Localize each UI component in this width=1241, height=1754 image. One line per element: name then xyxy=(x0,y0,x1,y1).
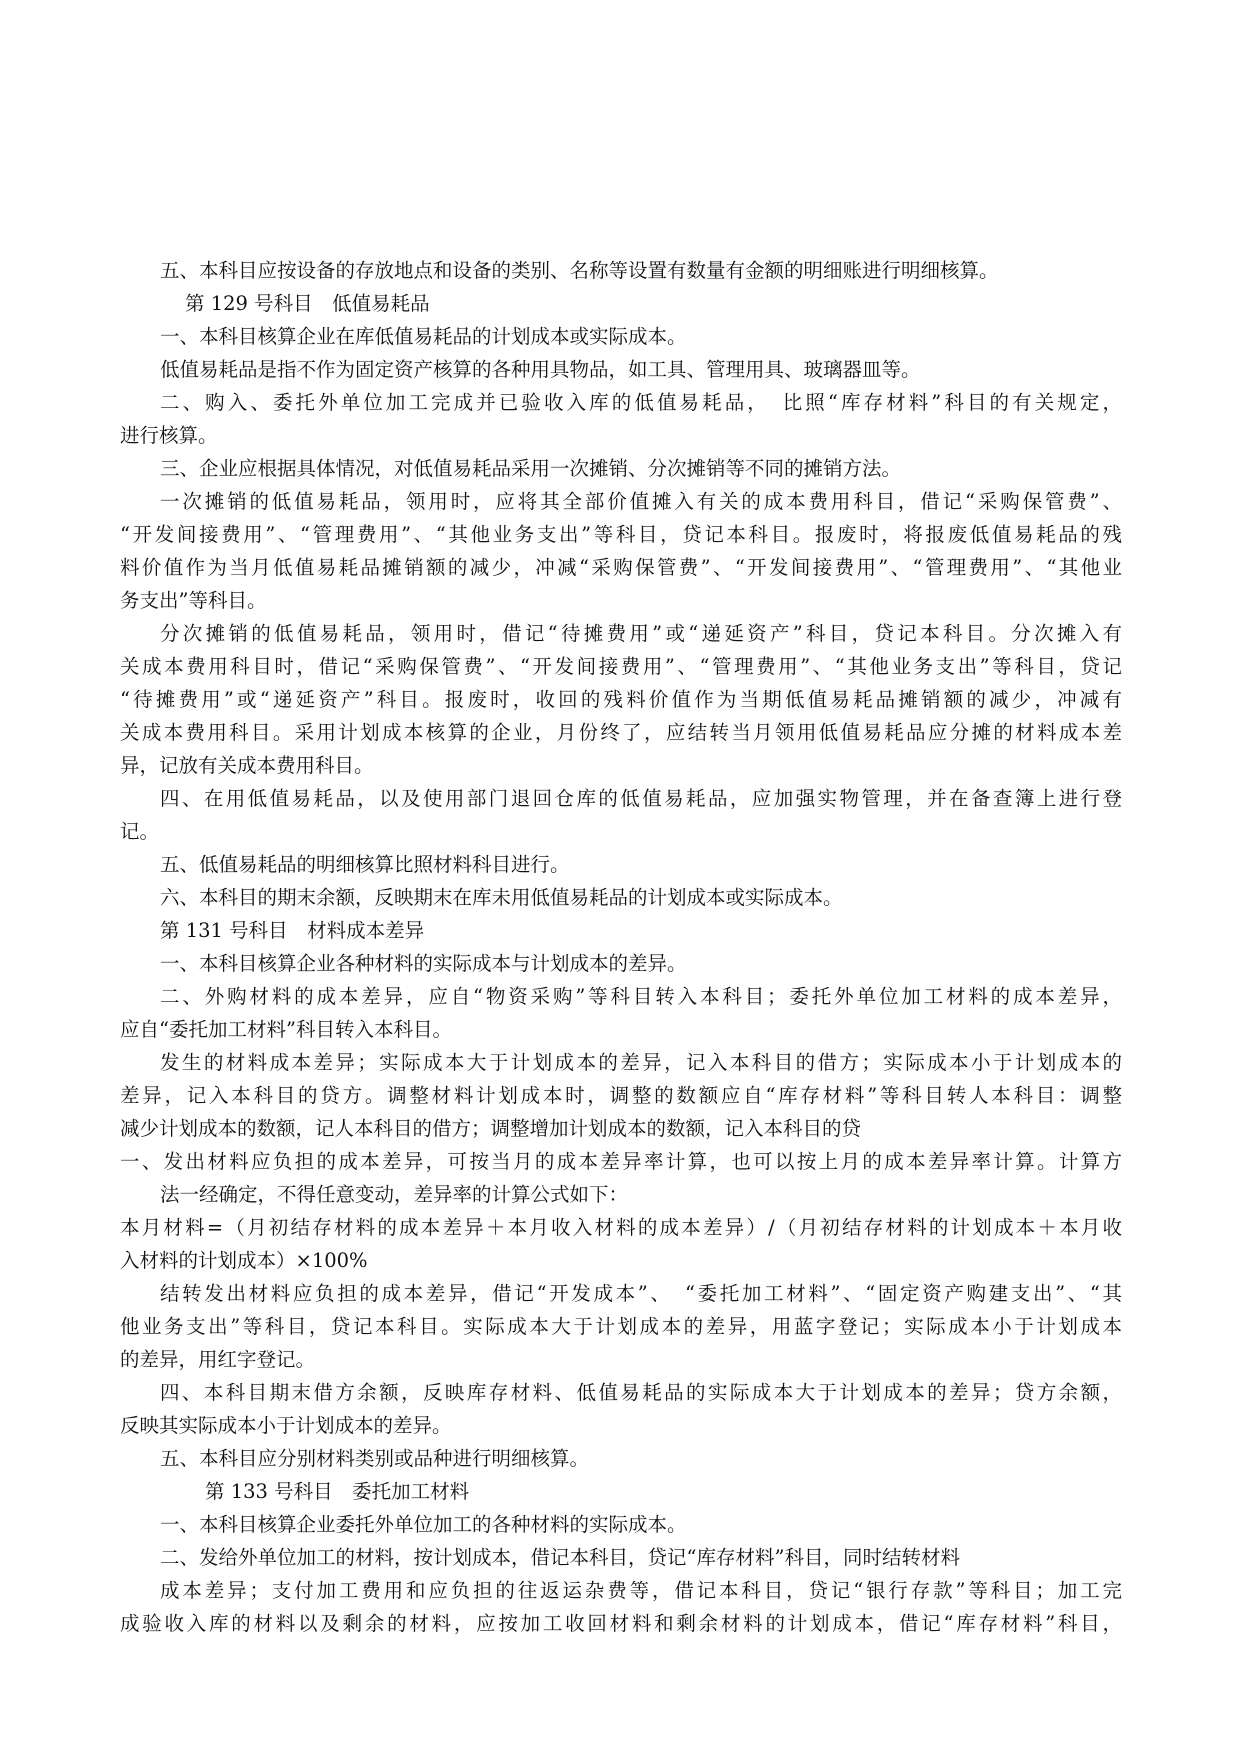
text-line: 六、本科目的期末余额，反映期末在库未用低值易耗品的计划成本或实际成本。 xyxy=(160,886,843,909)
text-line: 关成本费用科目。采用计划成本核算的企业，月份终了，应结转当月领用低值易耗品应分摊的材料成本差 xyxy=(120,721,1122,744)
text-line: 的差异，用红字登记。 xyxy=(120,1348,316,1371)
section-heading-129: 第 129 号科目 低值易耗品 xyxy=(185,292,430,315)
text-line: 四、在用低值易耗品，以及使用部门退回仓库的低值易耗品，应加强实物管理，并在备查簿上进行登 xyxy=(160,787,1122,810)
text-line: 三、企业应根据具体情况，对低值易耗品采用一次摊销、分次摊销等不同的摊销方法。 xyxy=(160,457,902,480)
text-line: 务支出”等科目。 xyxy=(120,589,267,612)
text-line: 一、本科目核算企业委托外单位加工的各种材料的实际成本。 xyxy=(160,1513,687,1536)
text-line: 差异，记入本科目的贷方。调整材料计划成本时，调整的数额应自“库存材料”等科目转人本科目：调整 xyxy=(120,1084,1122,1107)
formula-line: 入材料的计划成本）×100% xyxy=(120,1249,368,1272)
text-line: 一次摊销的低值易耗品，领用时，应将其全部价值摊入有关的成本费用科目，借记“采购保管费”、 xyxy=(160,490,1122,513)
text-line: 二、外购材料的成本差异，应自“物资采购”等科目转入本科目；委托外单位加工材料的成本差异， xyxy=(160,985,1122,1008)
text-line: 法一经确定，不得任意变动，差异率的计算公式如下： xyxy=(160,1183,629,1206)
text-line: 一、发出材料应负担的成本差异，可按当月的成本差异率计算，也可以按上月的成本差异率计算。计算方 xyxy=(120,1150,1122,1173)
text-line: 一、本科目核算企业各种材料的实际成本与计划成本的差异。 xyxy=(160,952,687,975)
text-line: 结转发出材料应负担的成本差异，借记“开发成本”、 “委托加工材料”、“固定资产购建支出”、“其 xyxy=(160,1282,1122,1305)
text-line: 异，记放有关成本费用科目。 xyxy=(120,754,374,777)
text-line: 成验收入库的材料以及剩余的材料，应按加工收回材料和剩余材料的计划成本，借记“库存材料”科目， xyxy=(120,1612,1122,1635)
text-line: 记。 xyxy=(120,820,160,843)
text-line: 一、本科目核算企业在库低值易耗品的计划成本或实际成本。 xyxy=(160,325,687,348)
text-line: 他业务支出”等科目，贷记本科目。实际成本大于计划成本的差异，用蓝字登记；实际成本小于计划成本 xyxy=(120,1315,1122,1338)
section-heading-131: 第 131 号科目 材料成本差异 xyxy=(160,919,425,942)
text-line: 关成本费用科目时，借记“采购保管费”、“开发间接费用”、“管理费用”、“其他业务支出”等科目，贷记 xyxy=(120,655,1122,678)
text-line: 分次摊销的低值易耗品，领用时，借记“待摊费用”或“递延资产”科目，贷记本科目。分次摊入有 xyxy=(160,622,1122,645)
text-line: 五、本科目应按设备的存放地点和设备的类别、名称等设置有数量有金额的明细账进行明细核算。 xyxy=(160,259,999,282)
text-line: 料价值作为当月低值易耗品摊销额的减少，冲减“采购保管费”、“开发间接费用”、“管理费用”、“其他业 xyxy=(120,556,1122,579)
text-line: 应自“委托加工材料”科目转入本科目。 xyxy=(120,1018,452,1041)
text-line: 进行核算。 xyxy=(120,424,218,447)
text-line: 成本差异；支付加工费用和应负担的往返运杂费等，借记本科目，贷记“银行存款”等科目；加工完 xyxy=(160,1579,1122,1602)
text-line: 反映其实际成本小于计划成本的差异。 xyxy=(120,1414,452,1437)
formula-line: 本月材料=（月初结存材料的成本差异＋本月收入材料的成本差异）/（月初结存材料的计划成本＋本月收 xyxy=(120,1216,1122,1239)
text-line: 二、购入、委托外单位加工完成并已验收入库的低值易耗品， 比照“库存材料”科目的有关规定， xyxy=(160,391,1122,414)
text-line: 二、发给外单位加工的材料，按计划成本，借记本科目，贷记“库存材料”科目，同时结转材料 xyxy=(160,1546,960,1569)
text-line: 四、本科目期末借方余额，反映库存材料、低值易耗品的实际成本大于计划成本的差异；贷方余额， xyxy=(160,1381,1122,1404)
text-line: 五、本科目应分别材料类别或品种进行明细核算。 xyxy=(160,1447,590,1470)
text-line: “待摊费用”或“递延资产”科目。报废时，收回的残料价值作为当期低值易耗品摊销额的减少，冲减有 xyxy=(120,688,1122,711)
text-line: 减少计划成本的数额，记人本科目的借方；调整增加计划成本的数额，记入本科目的贷 xyxy=(120,1117,862,1140)
text-line: 发生的材料成本差异；实际成本大于计划成本的差异，记入本科目的借方；实际成本小于计划成本的 xyxy=(160,1051,1122,1074)
text-line: “开发间接费用”、“管理费用”、“其他业务支出”等科目，贷记本科目。报废时，将报废低值易耗品的残 xyxy=(120,523,1122,546)
section-heading-133: 第 133 号科目 委托加工材料 xyxy=(205,1480,470,1503)
text-line: 低值易耗品是指不作为固定资产核算的各种用具物品，如工具、管理用具、玻璃器皿等。 xyxy=(160,358,921,381)
text-line: 五、低值易耗品的明细核算比照材料科目进行。 xyxy=(160,853,570,876)
